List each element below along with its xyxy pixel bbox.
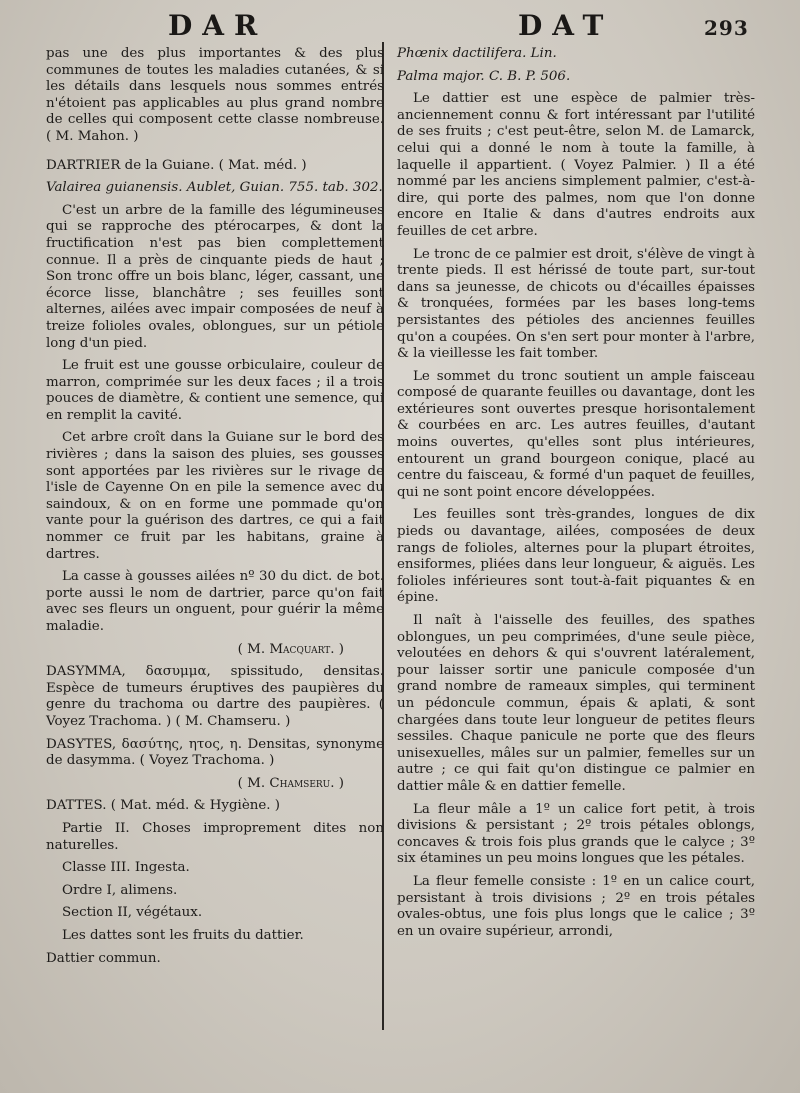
subheading-dattier-commun: Dattier commun. bbox=[46, 950, 161, 966]
paragraph: Le fruit est une gousse orbiculaire, couleur de marron, comprimée sur les deux faces ; il a trois pouces de diamètre, & contient une semence, qui en remplit la cavité. bbox=[46, 358, 384, 423]
author-signature: ( M. Macquart. ) bbox=[237, 641, 344, 657]
right-column bbox=[397, 46, 755, 946]
entry-title-dartrier: DARTRIER de la Guiane. ( Mat. méd. ) bbox=[46, 157, 307, 173]
paragraph: Le dattier est une espèce de palmier très-anciennement connu & fort intéressant par l'utilité de ses fruits ; c'est peut-être, selon M. de Lamarck, celui qui a donné le nom à toute la famille, à laquelle il appartient. ( Voyez Palmier. ) Il a été nommé par les anciens simplement palmier, c'est-à-dire, qui porte des palmes, nom que l'on donne encore en Italie & dans d'autres endroits aux feuilles de cet arbre. bbox=[397, 91, 755, 239]
paragraph: Il naît à l'aisselle des feuilles, des spathes oblongues, un peu comprimées, d'une seule pièce, veloutées en dehors & qui s'ouvrent latéralement, pour laisser sortir une panicule composée d'un grand nombre de rameaux simples, qui terminent un pédoncule commun, épais & aplati, & sont chargées dans toute leur longueur de petites fleurs sessiles. Chaque panicule ne porte que des fleurs unisexuelles, mâles sur un palmier, femelles sur un autre ; ce qui fait qu'on distingue ce palmier en dattier mâle & en dattier femelle. bbox=[397, 613, 755, 794]
classification-line: Section II, végétaux. bbox=[62, 905, 203, 921]
latin-name: Phœnix dactilifera. Lin. bbox=[397, 46, 557, 61]
classification-line: Ordre I, alimens. bbox=[62, 882, 178, 898]
running-head-left: DAR bbox=[168, 9, 268, 42]
paragraph: La casse à gousses ailées nº 30 du dict. de bot. porte aussi le nom de dartrier, parce qu'on fait avec ses fleurs un onguent, pour guérir la même maladie. bbox=[46, 569, 384, 634]
left-column bbox=[46, 46, 384, 973]
paragraph: pas une des plus importantes & des plus communes de toutes les maladies cutanées, & si les détails dans lesquels nous sommes entrés n'étoient pas applicables au plus grand nombre de celles qui composent cette classe nombreuse. ( M. Mahon. ) bbox=[46, 46, 384, 144]
classification-line: Partie II. Choses improprement dites non naturelles. bbox=[46, 820, 384, 853]
paragraph: La fleur mâle a 1º un calice fort petit, à trois divisions & persistant ; 2º trois pétales oblongs, concaves & trois fois plus grands que le calyce ; 3º six étamines un peu moins longues que les pétales. bbox=[397, 801, 755, 867]
paragraph: Le tronc de ce palmier est droit, s'élève de vingt à trente pieds. Il est hérissé de toute part, sur-tout dans sa jeunesse, de chicots ou d'écailles épaisses & tronquées, formées par les bases long-tems persistantes des pétioles des anciennes feuilles qu'on a coupées. On s'en sert pour monter à l'arbre, & la vieillesse les fait tomber. bbox=[397, 246, 755, 362]
running-head-right: DAT bbox=[518, 9, 614, 42]
paragraph: La fleur femelle consiste : 1º en un calice court, persistant à trois divisions ; 2º en trois pétales ovales-obtus, une fois plus longs que le calice ; 3º en un ovaire supérieur, arrondi, bbox=[397, 873, 755, 939]
entry-dasytes: DASYTES, δασύτης, ητος, η. Densitas, synonyme de dasymma. ( Voyez Trachoma. ) bbox=[46, 736, 384, 769]
paragraph: Le sommet du tronc soutient un ample faisceau composé de quarante feuilles ou davantage, dont les extérieures sont ouvertes presque horisontalement & courbées en arc. Les autres feuilles, d'autant moins ouvertes, qu'elles sont plus intérieures, entourent un grand bourgeon conique, placé au centre du faisceau, & formé d'un paquet de feuilles, qui ne sont point encore développées. bbox=[397, 368, 755, 500]
entry-dasymma: DASYMMA, δασυμμα, spissitudo, densitas. Espèce de tumeurs éruptives des paupières du genre du trachoma ou dartre des paupières. ( Voyez Trachoma. ) ( M. Chamseru. ) bbox=[46, 664, 384, 729]
latin-name: Palma major. C. B. P. 506. bbox=[397, 68, 571, 84]
paragraph: Cet arbre croît dans la Guiane sur le bord des rivières ; dans la saison des pluies, ses gousses sont apportées par les rivières sur le rivage de l'isle de Cayenne On en pile la semence avec du saindoux, & on en forme une pommade qu'on vante pour la guérison des dartres, ce qui a fait nommer ce fruit par les habitans, graine à dartres. bbox=[46, 430, 384, 562]
paragraph: C'est un arbre de la famille des légumineuses qui se rapproche des ptérocarpes, & dont la fructification n'est pas bien complettement connue. Il a près de cinquante pieds de haut ; Son tronc offre un bois blanc, léger, cassant, une écorce lisse, blanchâtre ; ses feuilles sont alternes, ailées avec impair composées de neuf à treize folioles ovales, oblongues, sur un pétiole long d'un pied. bbox=[46, 202, 384, 351]
classification-line: Les dattes sont les fruits du dattier. bbox=[62, 927, 304, 943]
page-number: 293 bbox=[704, 16, 749, 40]
classification-line: Classe III. Ingesta. bbox=[62, 860, 190, 876]
latin-name: Valairea guianensis. Aublet, Guian. 755. tab. 302. bbox=[46, 180, 383, 196]
paragraph: Les feuilles sont très-grandes, longues de dix pieds ou davantage, ailées, composées de deux rangs de folioles, alternes pour la plupart étroites, ensiformes, pliées dans leur longueur, & aiguës. Les folioles inférieures sont tout-à-fait piquantes & en épine. bbox=[397, 507, 755, 606]
entry-title-dattes: DATTES. ( Mat. méd. & Hygiène. ) bbox=[46, 798, 281, 814]
author-signature: ( M. Chamseru. ) bbox=[237, 775, 344, 791]
